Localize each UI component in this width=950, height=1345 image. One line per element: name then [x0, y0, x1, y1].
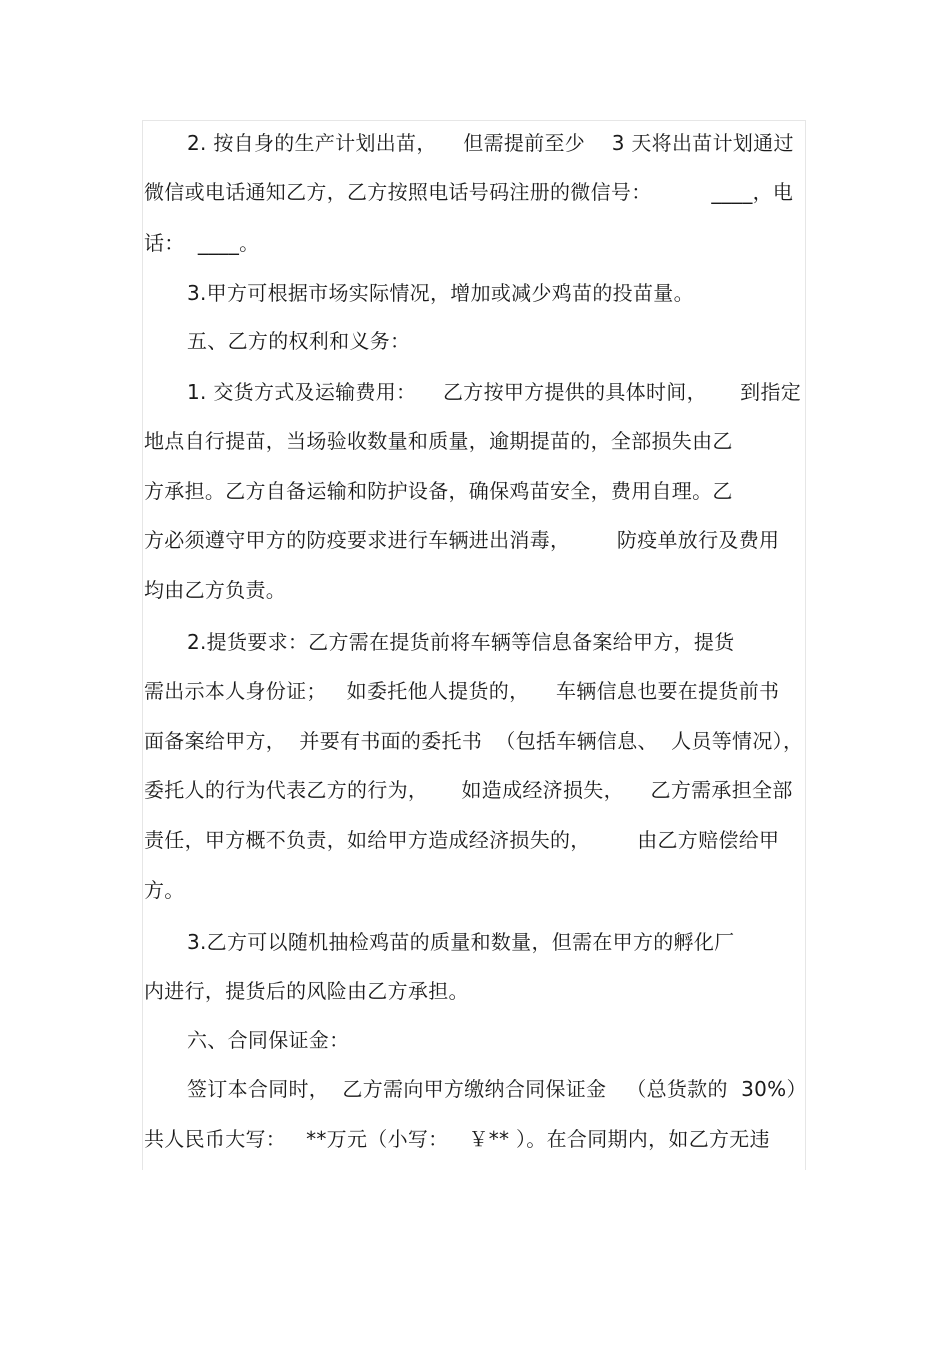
text-line: 2. 按自身的生产计划出苗， 但需提前至少 3 天将出苗计划通过 [187, 131, 794, 155]
text-line: 签订本合同时， 乙方需向甲方缴纳合同保证金 （总货款的 30%） [187, 1077, 807, 1101]
section-heading: 六、合同保证金： [187, 1028, 350, 1052]
text-line: 共人民币大写： **万元（小写： ￥** ）。在合同期内，如乙方无违 [144, 1127, 770, 1151]
text-line: 均由乙方负责。 [144, 578, 287, 602]
text-line: 委托人的行为代表乙方的行为， 如造成经济损失， 乙方需承担全部 [144, 778, 793, 802]
text-line: 话： ____。 [144, 231, 260, 255]
text-line: 3.甲方可根据市场实际情况，增加或减少鸡苗的投苗量。 [187, 281, 694, 305]
text-line: 1. 交货方式及运输费用： 乙方按甲方提供的具体时间， 到指定 [187, 380, 802, 404]
text-line: 方。 [144, 878, 185, 902]
text-line: 3.乙方可以随机抽检鸡苗的质量和数量，但需在甲方的孵化厂 [187, 930, 735, 954]
text-line: 内进行，提货后的风险由乙方承担。 [144, 979, 469, 1003]
text-line: 微信或电话通知乙方，乙方按照电话号码注册的微信号： ____，电 [144, 180, 794, 204]
text-line: 地点自行提苗，当场验收数量和质量，逾期提苗的，全部损失由乙 [144, 429, 733, 453]
text-line: 面备案给甲方， 并要有书面的委托书 （包括车辆信息、 人员等情况）， [144, 729, 804, 753]
text-line: 需出示本人身份证； 如委托他人提货的， 车辆信息也要在提货前书 [144, 679, 780, 703]
text-line: 2.提货要求：乙方需在提货前将车辆等信息备案给甲方，提货 [187, 630, 735, 654]
section-heading: 五、乙方的权利和义务： [187, 329, 411, 353]
text-line: 方必须遵守甲方的防疫要求进行车辆进出消毒， 防疫单放行及费用 [144, 528, 780, 552]
text-line: 方承担。乙方自备运输和防护设备，确保鸡苗安全，费用自理。乙 [144, 479, 733, 503]
text-line: 责任，甲方概不负责，如给甲方造成经济损失的， 由乙方赔偿给甲 [144, 828, 780, 852]
